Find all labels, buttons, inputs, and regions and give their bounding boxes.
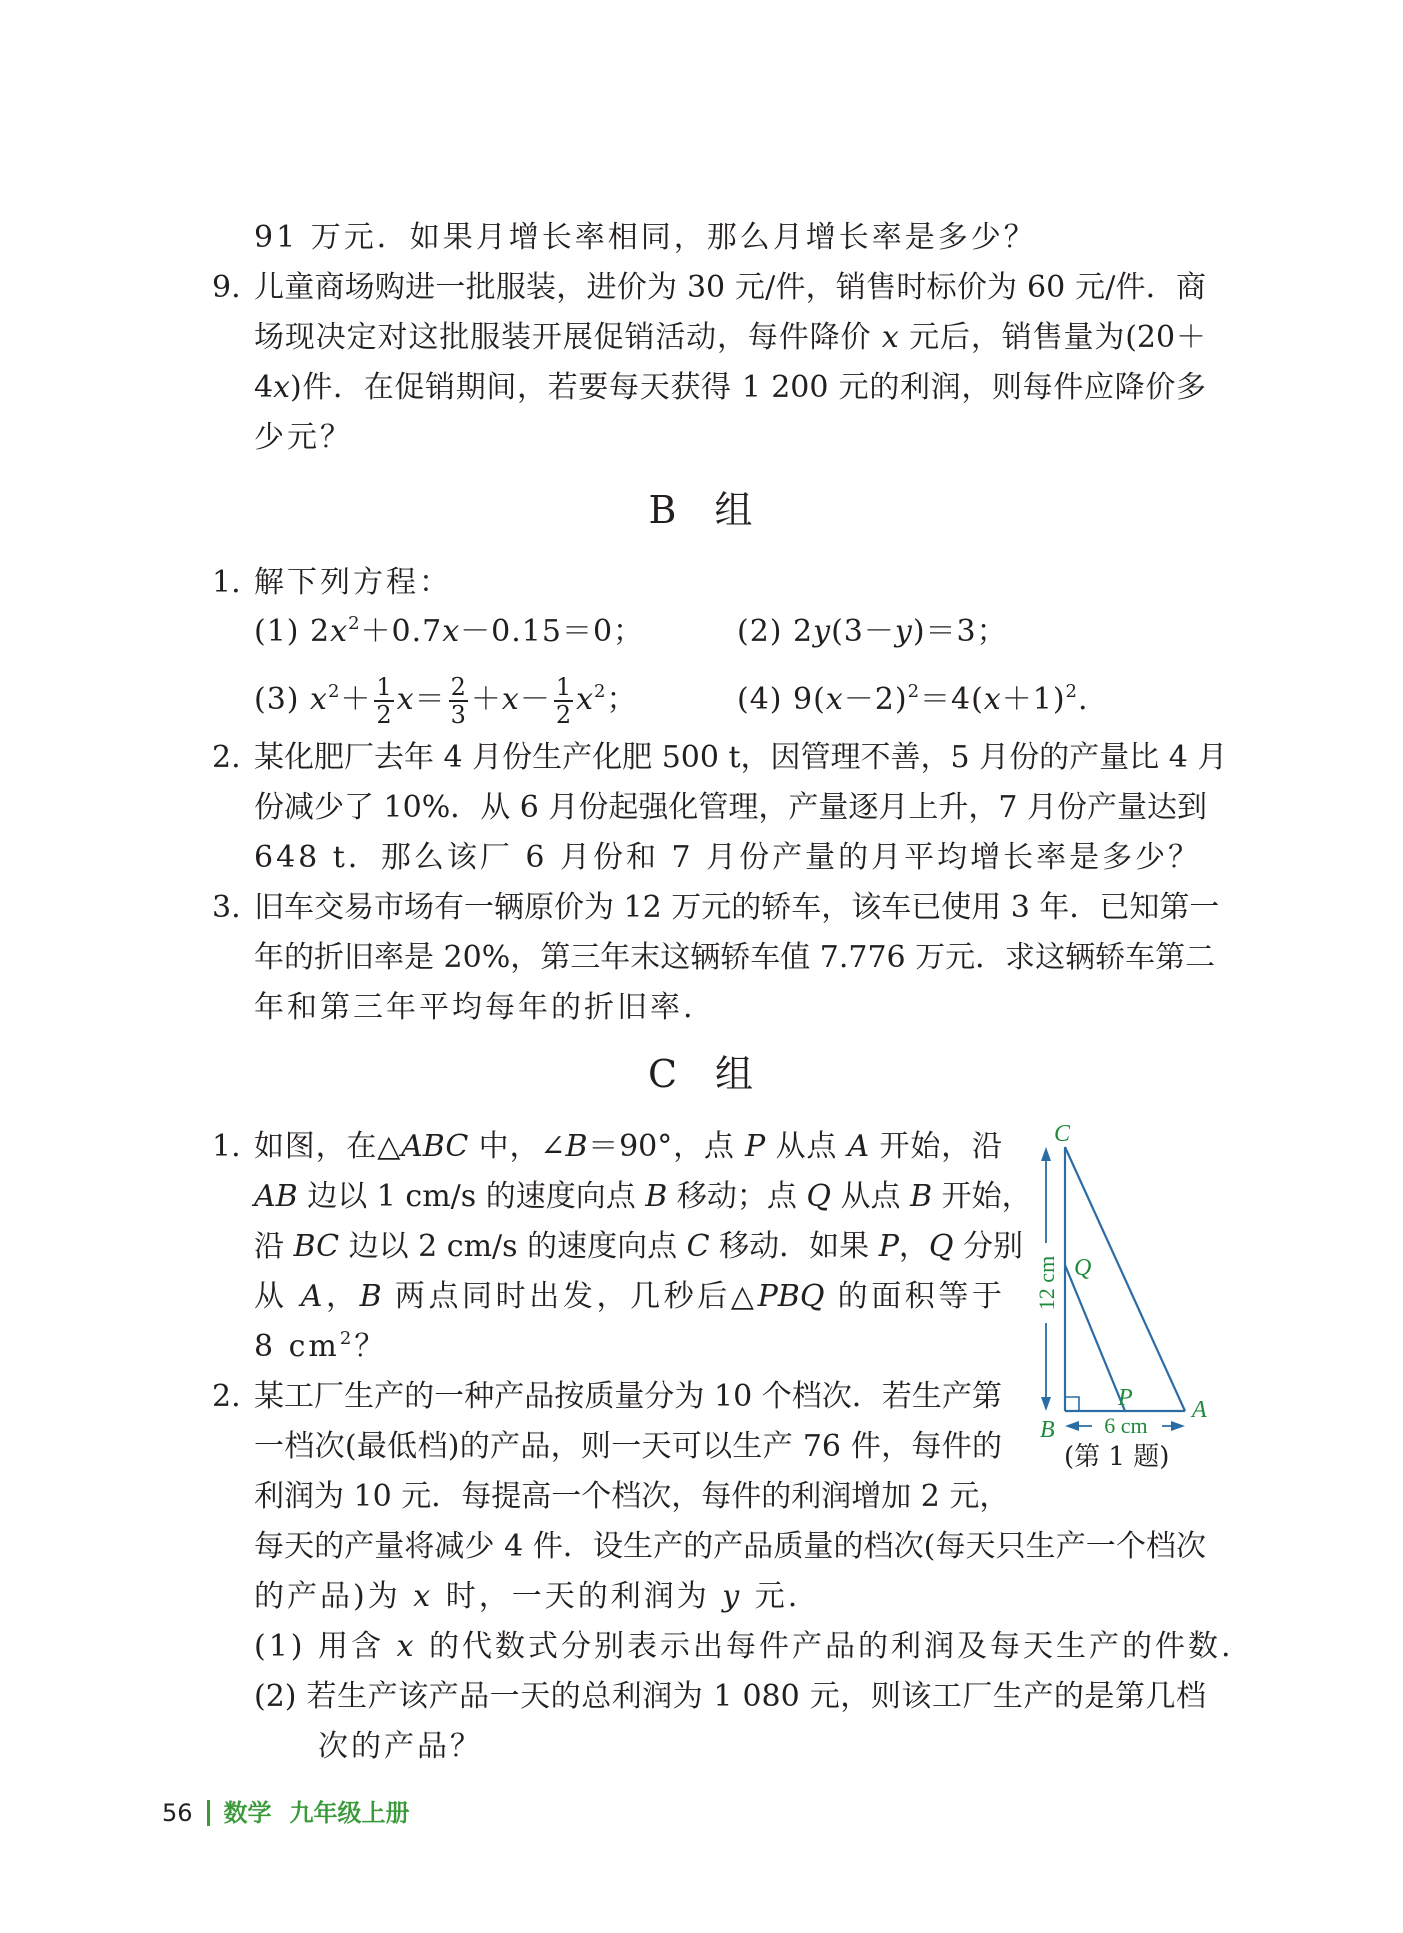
variable-x: x [396,682,415,717]
segment-pq [1065,1265,1125,1411]
c-problem-1-line-4 [254,1277,1002,1317]
b-problem-2-line-1: 某化肥厂去年 4 月份生产化肥 500 t，因管理不善，5 月份的产量比 4 月 [254,740,1228,775]
group-word: 组 [714,488,755,532]
text-span: 如图，在△ [254,1129,402,1164]
c-problem-1-line-3 [254,1227,1024,1267]
variable-x: x [413,1579,434,1614]
variable-a: A [300,1279,323,1314]
eq-text: ； [606,682,638,717]
variable-q: Q [806,1179,831,1214]
group-b-heading [0,486,1403,534]
equation-label: (4) [737,682,783,717]
equation-4 [737,680,1089,720]
book-grade: 九年级上册 [289,1799,410,1827]
text-span: 的代数式分别表示出每件产品的利润及每天生产的件数. [416,1629,1234,1664]
variable-x: x [576,682,595,717]
text-span: ， [898,1229,929,1264]
group-c-heading [0,1050,1403,1098]
text-span: 移动．如果 [709,1229,879,1264]
equation-label: (1) [254,614,300,649]
dimension-label-bc: 12 cm [1034,1255,1059,1311]
c-problem-2-line-1: 某工厂生产的一种产品按质量分为 10 个档次．若生产第 [254,1379,1002,1414]
eq-text: ＋1) [1001,682,1066,717]
c-problem-2-question-2: (2) 若生产该产品一天的总利润为 1 080 元，则该工厂生产的是第几档 [254,1679,1206,1714]
text-span: 开始， [932,1179,1032,1214]
exponent: 2 [348,613,361,634]
b-problem-1-title: 解下列方程： [254,565,452,600]
arrow-head-down [1041,1397,1051,1411]
variable-q: Q [928,1229,954,1264]
point-label-q: Q [1074,1255,1092,1281]
variable-x: x [310,682,328,717]
right-angle-mark [1065,1397,1079,1411]
text-span: 的面积等于 [824,1279,1003,1314]
arrow-head-right [1171,1421,1185,1431]
eq-text: 2 [310,614,331,649]
variable-y: y [722,1579,743,1614]
problem-9-line-2 [254,318,1206,358]
exponent: 2 [339,1328,355,1349]
b-problem-1-number: 1. [212,565,241,600]
exponent: 2 [594,681,607,702]
problem-9-line-1: 儿童商场购进一批服装，进价为 30 元/件，销售时标价为 60 元/件．商 [254,270,1206,305]
eq-text: ＋ [470,682,502,717]
eq-text: ＋0.7 [360,614,443,649]
variable-a: A [847,1129,870,1164]
text-span: ， [322,1279,360,1314]
text-span: 4 [254,370,274,405]
variable-b: B [645,1179,668,1214]
text-span: 元后，销售量为(20＋ [898,320,1206,355]
text-span: 边以 1 cm/s 的速度向点 [297,1179,646,1214]
variable-ab: AB [254,1179,298,1214]
eq-text: ＝ [414,682,446,717]
exponent: 2 [1065,681,1078,702]
arrow-head-left [1065,1421,1079,1431]
text-span: )件．在促销期间，若要每天获得 1 200 元的利润，则每件应降价多 [290,370,1206,405]
eq-text: －0.15＝0； [460,614,645,649]
b-problem-2-line-3: 648 t．那么该厂 6 月份和 7 月份产量的月平均增长率是多少？ [254,840,1202,875]
eq-text: )＝3； [912,614,1008,649]
text-span: 移动；点 [667,1179,807,1214]
denominator: 2 [555,701,572,729]
c-problem-2-question-2-cont: 次的产品？ [318,1729,483,1764]
text-span: ＝90°，点 [587,1129,746,1164]
vertex-label-a: A [1192,1397,1207,1423]
text-span: 沿 [254,1229,294,1264]
text-span: 从 [254,1279,301,1314]
numerator: 1 [376,673,392,701]
group-word: 组 [715,1052,756,1096]
vertex-label-b: B [1040,1417,1055,1443]
text-span: ？ [354,1329,388,1364]
text-span: 时，一天的利润为 [433,1579,723,1614]
eq-text: 9( [793,682,826,717]
fraction [554,674,573,728]
dimension-label-ba: 6 cm [1104,1413,1148,1438]
point-label-p: P [1118,1385,1133,1411]
equation-2 [737,612,1008,652]
c-problem-1-line-2 [254,1177,1032,1217]
b-problem-2-number: 2. [212,740,241,775]
eq-text: ＝4( [920,682,984,717]
eq-text: ＋ [340,682,372,717]
c-problem-1-line-5 [254,1327,387,1367]
text-span: 从点 [830,1179,911,1214]
text-span: 从点 [765,1129,848,1164]
denominator: 2 [376,701,392,729]
problem-9-line-3 [254,368,1206,408]
text-span: 元. [742,1579,801,1614]
b-problem-3-number: 3. [212,890,241,925]
variable-x: x [396,1629,417,1664]
text-span: 开始，沿 [869,1129,1002,1164]
eq-text: －2) [843,682,908,717]
variable-x: x [825,682,844,717]
text-span: 的产品)为 [254,1579,414,1614]
variable-b: B [910,1179,933,1214]
text-span: 边以 2 cm/s 的速度向点 [339,1229,687,1264]
problem-9-line-4: 少元？ [254,420,353,455]
b-problem-3-line-1: 旧车交易市场有一辆原价为 12 万元的轿车，该车已使用 3 年．已知第一 [254,890,1220,925]
c-problem-2-line-3: 利润为 10 元．每提高一个档次，每件的利润增加 2 元， [254,1479,1010,1514]
c-problem-2-question-1 [254,1627,1234,1667]
variable-bc: BC [293,1229,340,1264]
variable-b: B [565,1129,588,1164]
equation-label: (3) [254,682,300,717]
equation-1 [254,612,644,652]
vertex-label-c: C [1054,1121,1071,1147]
footer-divider [207,1800,210,1826]
variable-abc: ABC [401,1129,469,1164]
text-span: 场现决定对这批服装开展促销活动，每件降价 [254,320,882,355]
variable-b: B [359,1279,382,1314]
c-problem-2-line-4: 每天的产量将减少 4 件．设生产的产品质量的档次(每天只生产一个档次 [254,1529,1206,1564]
text-span: (1) 用含 [254,1629,397,1664]
b-problem-3-line-2: 年的折旧率是 20%，第三年末这辆轿车值 7.776 万元．求这辆轿车第二 [254,940,1216,975]
figure-caption: (第 1 题) [1064,1442,1170,1472]
variable-y: y [894,614,913,649]
equation-label: (2) [737,614,783,649]
group-letter: C [647,1052,680,1096]
c-problem-2-line-5 [254,1577,800,1617]
page-footer [162,1796,410,1830]
numerator: 2 [450,673,466,701]
c-problem-1-line-1 [254,1127,1002,1167]
text-span: 两点同时出发，几秒后△ [381,1279,758,1314]
equation-3 [254,672,637,728]
b-problem-2-line-2: 份减少了 10%．从 6 月份起强化管理，产量逐月上升，7 月份产量达到 [254,790,1207,825]
variable-x: x [442,614,461,649]
variable-x: x [330,614,349,649]
problem-9-number: 9. [212,270,241,305]
c-problem-2-line-2: 一档次(最低档)的产品，则一天可以生产 76 件，每件的 [254,1429,1002,1464]
b-problem-3-line-3: 年和第三年平均每年的折旧率. [254,990,696,1025]
arrow-head-up [1041,1147,1051,1161]
eq-text: . [1077,682,1089,717]
eq-text: (3－ [831,614,895,649]
fraction [374,674,393,728]
problem-8-continuation: 91 万元．如果月增长率相同，那么月增长率是多少？ [254,220,1037,255]
c-problem-1-number: 1. [212,1129,241,1164]
numerator: 1 [555,673,572,701]
variable-p: P [878,1229,899,1264]
book-title: 数学 [223,1799,272,1827]
variable-c: C [686,1229,710,1264]
eq-text: 2 [793,614,814,649]
text-span: 中，∠ [468,1129,566,1164]
c-problem-2-number: 2. [212,1379,241,1414]
exponent: 2 [327,681,341,702]
denominator: 3 [450,701,466,729]
variable-pbq: PBQ [757,1279,825,1314]
text-span: 分别 [953,1229,1024,1264]
eq-text: － [519,682,551,717]
variable-y: y [813,614,832,649]
exponent: 2 [907,681,921,702]
triangle-diagram [1010,1115,1240,1443]
fraction [449,674,468,728]
variable-x: x [983,682,1002,717]
variable-x: x [881,320,899,355]
group-letter: B [648,488,679,532]
text-span: 8 cm [254,1329,340,1364]
variable-x: x [501,682,520,717]
variable-x: x [273,370,291,405]
variable-p: P [745,1129,766,1164]
page-number: 56 [162,1799,193,1827]
